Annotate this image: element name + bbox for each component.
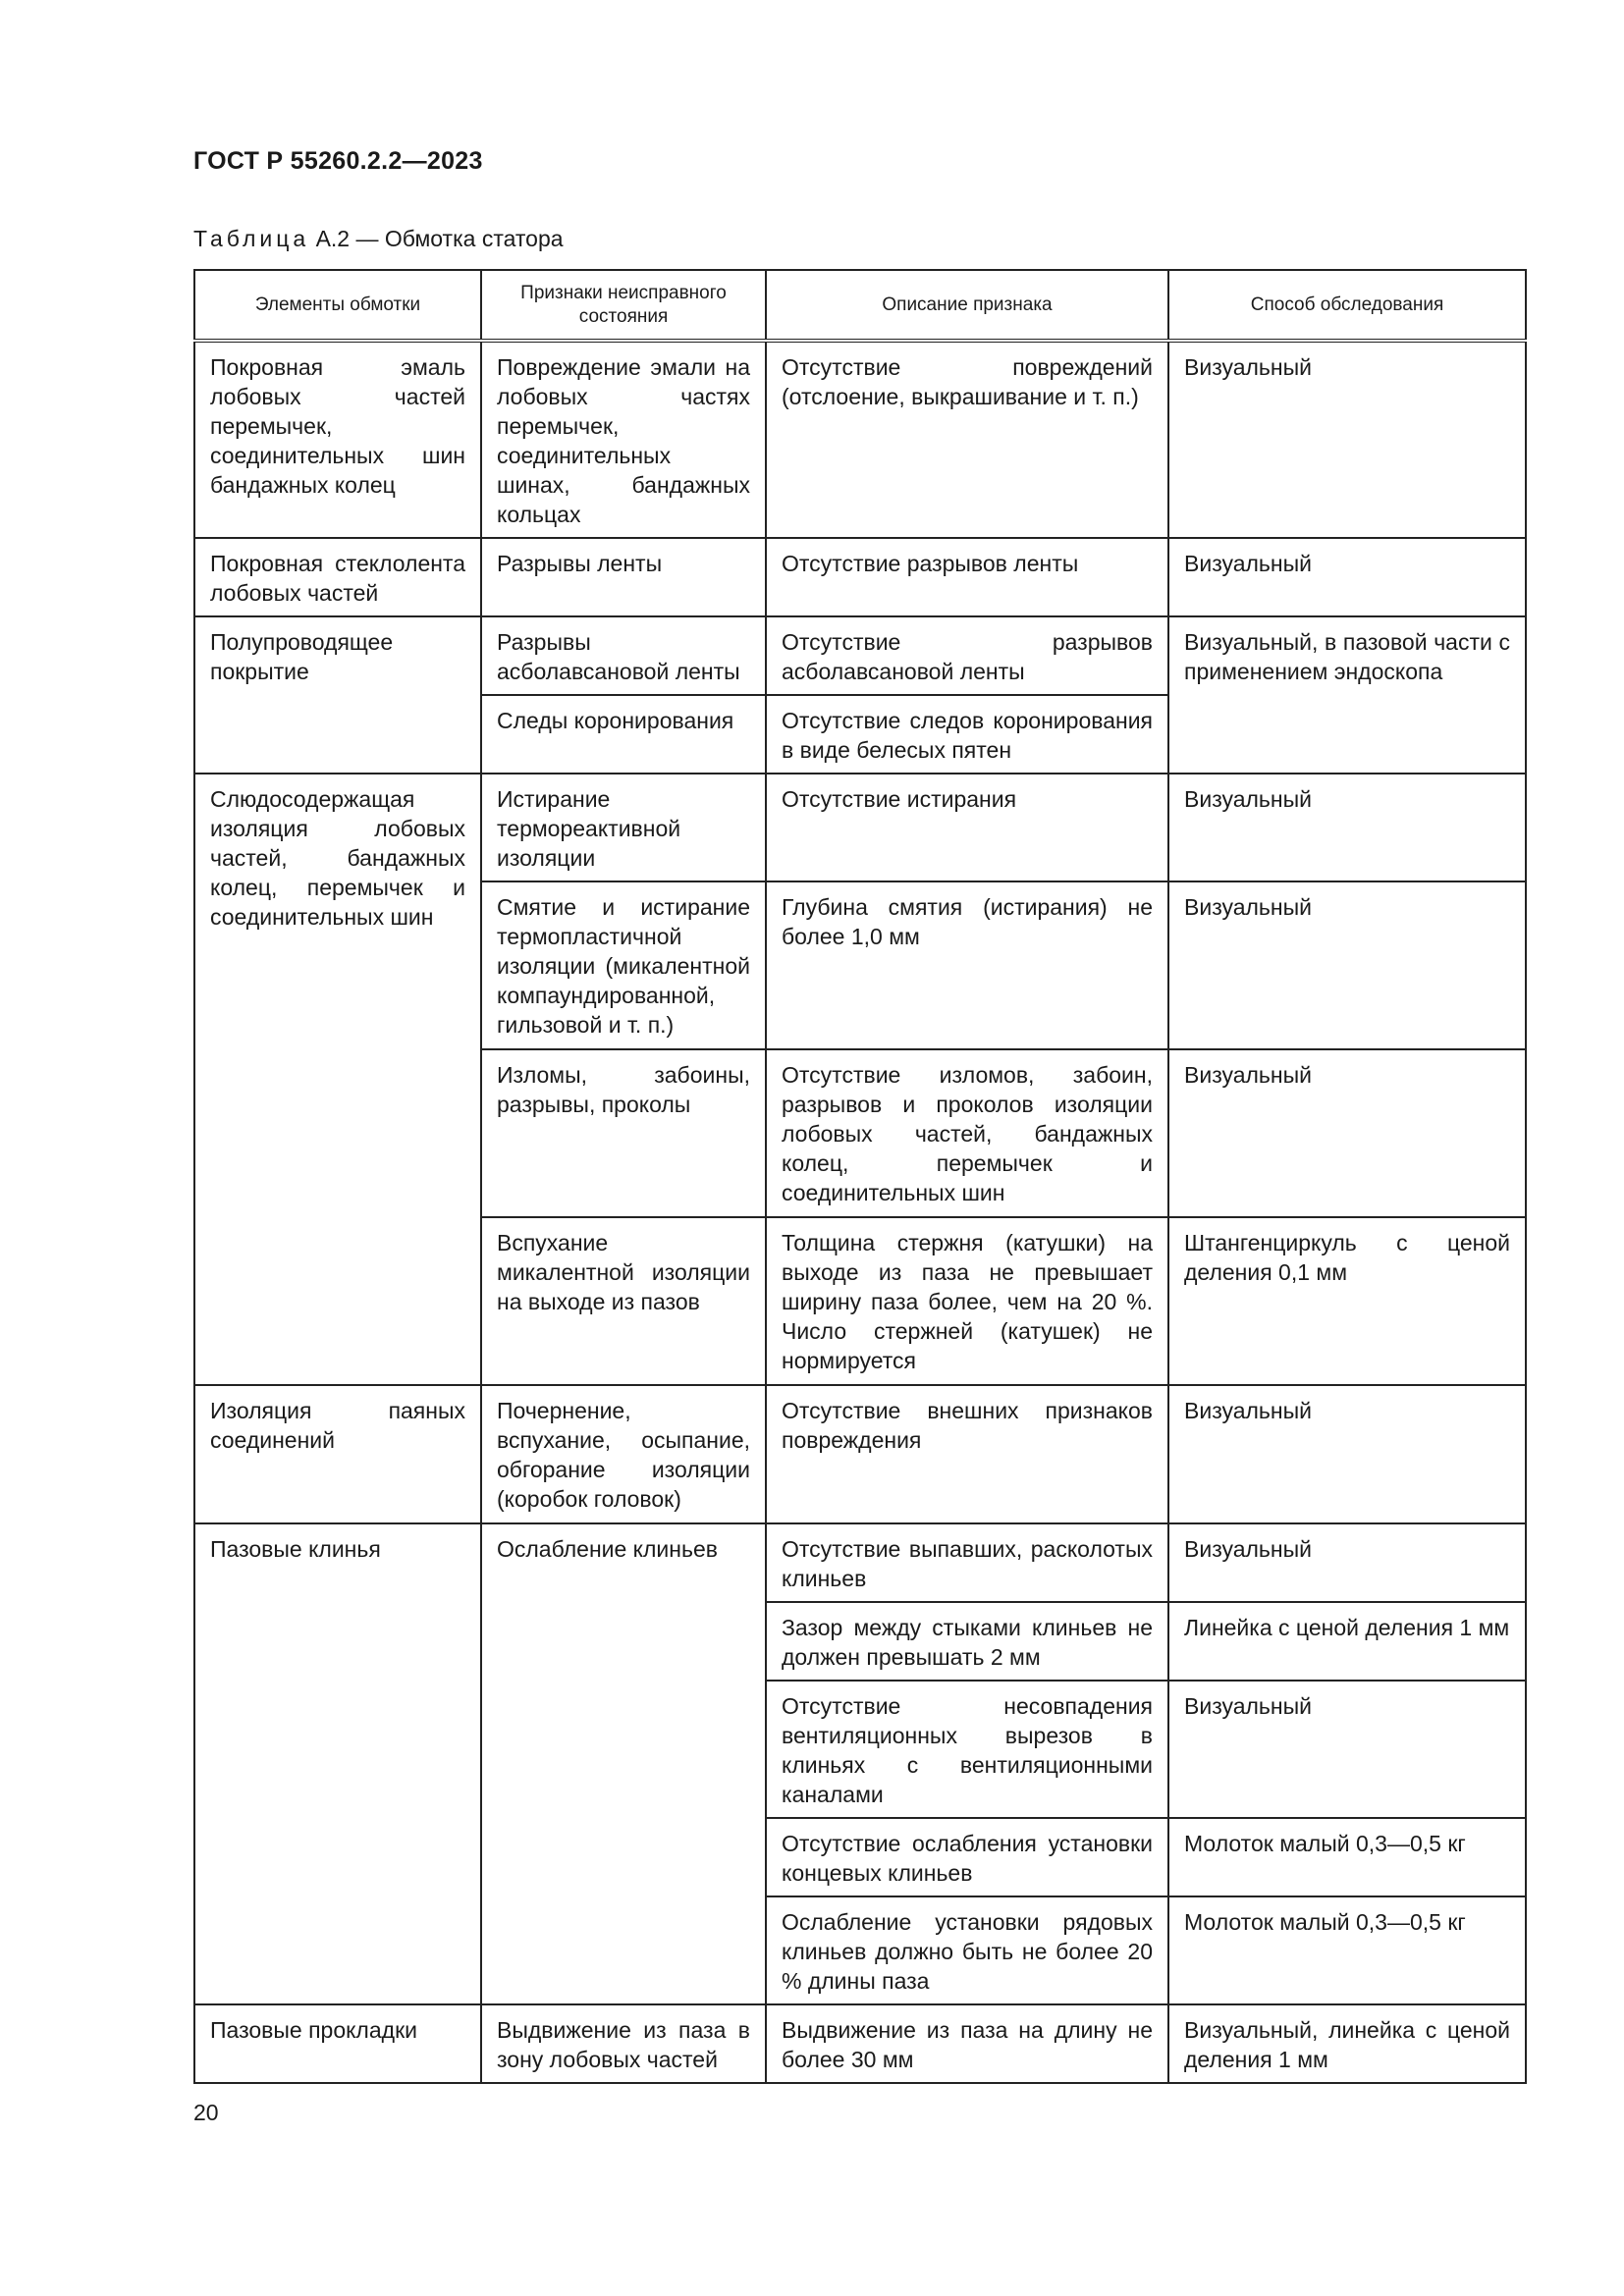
col-header-elements: Элементы обмотки [194, 270, 481, 341]
description-cell: Отсутствие несовпадения вентиляционных вырезов в клиньях с вентиляционными каналами [766, 1681, 1168, 1818]
description-cell: Глубина смятия (истирания) не более 1,0 мм [766, 881, 1168, 1049]
description-cell: Отсутствие изломов, забоин, разрывов и проколов изоляции лобовых частей, бандажных колец, перемычек и соединительных шин [766, 1049, 1168, 1217]
method-cell: Визуальный [1168, 1681, 1526, 1818]
col-header-description: Описание признака [766, 270, 1168, 341]
method-cell: Визуальный [1168, 1523, 1526, 1602]
description-cell: Отсутствие внешних признаков повреждения [766, 1385, 1168, 1523]
page-number: 20 [193, 2100, 219, 2125]
table-row [194, 341, 1526, 538]
description-cell: Отсутствие ослабления установки концевых клиньев [766, 1818, 1168, 1896]
method-cell: Визуальный [1168, 1385, 1526, 1523]
table-row [194, 2004, 1526, 2083]
col-header-method: Способ обследования [1168, 270, 1526, 341]
description-cell: Отсутствие разрывов асболавсановой ленты [766, 616, 1168, 695]
sign-cell: Вспухание микалентной изоляции на выходе из пазов [481, 1217, 766, 1385]
sign-cell: Изломы, забоины, разрывы, проколы [481, 1049, 766, 1217]
description-cell: Отсутствие повреждений (отслоение, выкрашивание и т. п.) [766, 341, 1168, 538]
sign-cell: Разрывы ленты [481, 538, 766, 616]
element-cell: Слюдосодержащая изоляция лобовых частей, бандажных колец, перемычек и соединительных шин [194, 774, 481, 1385]
sign-cell: Разрывы асболавсановой ленты [481, 616, 766, 695]
table-caption [193, 226, 564, 252]
element-cell: Покровная стеклолента лобовых частей [194, 538, 481, 616]
stator-winding-table [193, 269, 1527, 2084]
document-code: ГОСТ Р 55260.2.2—2023 [193, 147, 483, 175]
table-caption-title: А.2 — Обмотка статора [309, 226, 564, 251]
element-cell: Изоляция паяных соединений [194, 1385, 481, 1523]
description-cell: Отсутствие выпавших, расколотых клиньев [766, 1523, 1168, 1602]
element-cell: Пазовые клинья [194, 1523, 481, 2004]
method-cell: Молоток малый 0,3—0,5 кг [1168, 1818, 1526, 1896]
description-cell: Ослабление установки рядовых клиньев должно быть не более 20 % длины паза [766, 1896, 1168, 2004]
method-cell: Визуальный [1168, 1049, 1526, 1217]
sign-cell: Почернение, вспухание, осыпание, обгорание изоляции (коробок головок) [481, 1385, 766, 1523]
table-row [194, 1523, 1526, 1602]
sign-cell: Повреждение эмали на лобовых частях перемычек, соединительных шинах, бандажных кольцах [481, 341, 766, 538]
method-cell: Визуальный, линейка с ценой деления 1 мм [1168, 2004, 1526, 2083]
description-cell: Выдвижение из паза на длину не более 30 мм [766, 2004, 1168, 2083]
element-cell: Пазовые прокладки [194, 2004, 481, 2083]
description-cell: Зазор между стыками клиньев не должен превышать 2 мм [766, 1602, 1168, 1681]
method-cell: Молоток малый 0,3—0,5 кг [1168, 1896, 1526, 2004]
sign-cell: Ослабление клиньев [481, 1523, 766, 2004]
method-cell: Визуальный [1168, 774, 1526, 881]
sign-cell: Следы коронирования [481, 695, 766, 774]
element-cell: Покровная эмаль лобовых частей перемычек, соединительных шин бандажных колец [194, 341, 481, 538]
description-cell: Отсутствие разрывов ленты [766, 538, 1168, 616]
method-cell: Визуальный [1168, 538, 1526, 616]
element-cell: Полупроводящее покрытие [194, 616, 481, 774]
method-cell: Штангенциркуль с ценой деления 0,1 мм [1168, 1217, 1526, 1385]
table-row [194, 774, 1526, 881]
header-row [194, 270, 1526, 341]
table-row [194, 538, 1526, 616]
method-cell: Визуальный, в пазовой части с применением эндоскопа [1168, 616, 1526, 774]
table-row [194, 1385, 1526, 1523]
sign-cell: Выдвижение из паза в зону лобовых частей [481, 2004, 766, 2083]
description-cell: Отсутствие следов коронирования в виде белесых пятен [766, 695, 1168, 774]
sign-cell: Истирание термореактивной изоляции [481, 774, 766, 881]
description-cell: Отсутствие истирания [766, 774, 1168, 881]
col-header-signs: Признаки неисправного состояния [481, 270, 766, 341]
method-cell: Визуальный [1168, 881, 1526, 1049]
description-cell: Толщина стержня (катушки) на выходе из паза не превышает ширину паза более, чем на 20 %. Число стержней (катушек) не нормируется [766, 1217, 1168, 1385]
method-cell: Линейка с ценой деления 1 мм [1168, 1602, 1526, 1681]
method-cell: Визуальный [1168, 341, 1526, 538]
table-row [194, 616, 1526, 695]
table-caption-word: Таблица [193, 226, 310, 251]
sign-cell: Смятие и истирание термопластичной изоляции (микалентной компаундированной, гильзовой и т. п.) [481, 881, 766, 1049]
